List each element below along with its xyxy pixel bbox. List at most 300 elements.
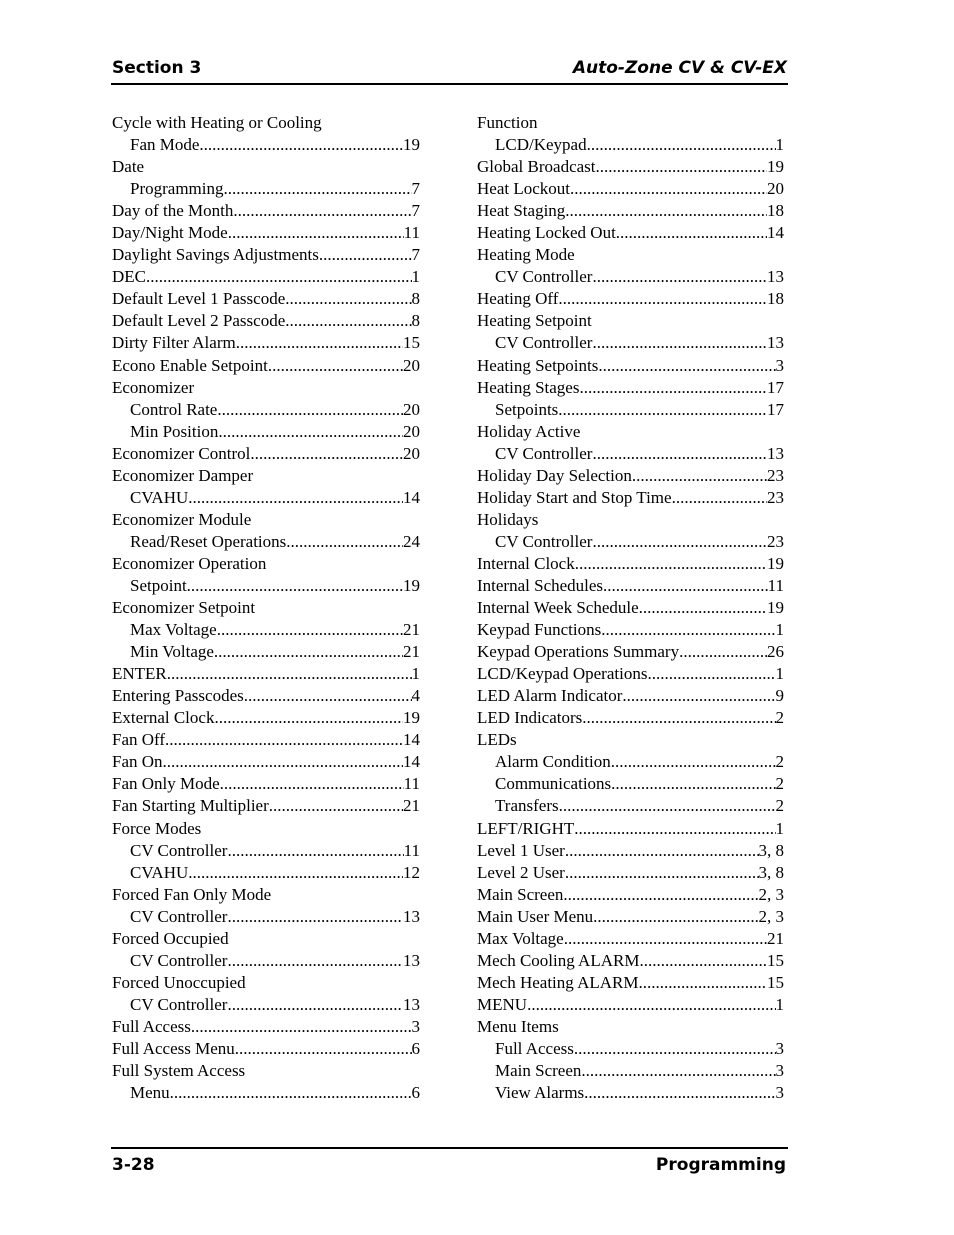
index-entry bbox=[477, 751, 784, 773]
index-term: Level 1 User bbox=[477, 840, 565, 860]
dot-leader bbox=[611, 773, 775, 795]
index-entry bbox=[112, 244, 420, 266]
dot-leader bbox=[228, 222, 404, 244]
index-page-ref: 1 bbox=[411, 664, 420, 684]
index-entry bbox=[477, 553, 784, 575]
index-page-ref: 6 bbox=[411, 1083, 420, 1103]
index-entry bbox=[112, 884, 420, 906]
index-term: Menu bbox=[130, 1083, 170, 1103]
index-term: Internal Schedules bbox=[477, 575, 604, 595]
index-entry bbox=[112, 332, 420, 354]
index-page-ref: 14 bbox=[403, 487, 420, 507]
index-term: LED Indicators bbox=[477, 708, 583, 728]
index-entry bbox=[112, 421, 420, 443]
index-term: Default Level 2 Passcode bbox=[112, 311, 286, 331]
dot-leader bbox=[639, 597, 767, 619]
index-entry bbox=[112, 553, 420, 575]
index-page-ref: 3 bbox=[775, 1038, 784, 1058]
index-term: Heating Stages bbox=[477, 377, 580, 397]
index-entry bbox=[112, 641, 420, 663]
index-term: CV Controller bbox=[130, 840, 228, 860]
index-entry bbox=[477, 310, 784, 332]
index-entry bbox=[112, 531, 420, 553]
index-entry bbox=[112, 222, 420, 244]
index-entry bbox=[477, 928, 784, 950]
index-term: LED Alarm Indicator bbox=[477, 686, 623, 706]
index-page-ref: 3 bbox=[411, 1016, 420, 1036]
dot-leader bbox=[596, 156, 768, 178]
index-term: Full Access bbox=[112, 1016, 191, 1036]
index-term: Min Voltage bbox=[130, 642, 214, 662]
index-entry bbox=[112, 288, 420, 310]
index-term: Max Voltage bbox=[477, 928, 564, 948]
index-term: Entering Passcodes bbox=[112, 686, 244, 706]
index-entry bbox=[477, 862, 784, 884]
index-term: Full System Access bbox=[112, 1061, 246, 1081]
index-page-ref: 1 bbox=[411, 267, 420, 287]
index-entry bbox=[477, 465, 784, 487]
index-term: Fan Only Mode bbox=[112, 774, 220, 794]
dot-leader bbox=[558, 288, 767, 310]
index-entry bbox=[477, 597, 784, 619]
dot-leader bbox=[638, 972, 767, 994]
index-term: Level 2 User bbox=[477, 862, 565, 882]
index-term: Forced Fan Only Mode bbox=[112, 884, 272, 904]
index-page-ref: 13 bbox=[403, 994, 420, 1014]
index-page-ref: 19 bbox=[403, 708, 420, 728]
index-page-ref: 9 bbox=[775, 686, 784, 706]
dot-leader bbox=[224, 178, 412, 200]
index-term: DEC bbox=[112, 267, 146, 287]
index-page-ref: 24 bbox=[403, 531, 420, 551]
dot-leader bbox=[250, 443, 403, 465]
dot-leader bbox=[647, 663, 775, 685]
index-page-ref: 15 bbox=[403, 333, 420, 353]
index-term: Main Screen bbox=[495, 1061, 582, 1081]
dot-leader bbox=[565, 200, 767, 222]
index-entry bbox=[477, 112, 784, 134]
index-term: Economizer Setpoint bbox=[112, 598, 256, 618]
index-entry bbox=[477, 972, 784, 994]
index-page-ref: 17 bbox=[767, 377, 784, 397]
index-term: Menu Items bbox=[477, 1016, 559, 1036]
index-page-ref: 7 bbox=[411, 245, 420, 265]
index-page-ref: 3, 8 bbox=[758, 840, 784, 860]
index-term: Heating Off bbox=[477, 289, 559, 309]
index-term: MENU bbox=[477, 994, 528, 1014]
index-entry bbox=[477, 685, 784, 707]
index-page-ref: 20 bbox=[403, 399, 420, 419]
index-term: Internal Week Schedule bbox=[477, 598, 639, 618]
index-page-ref: 3, 8 bbox=[758, 862, 784, 882]
index-term: Min Position bbox=[130, 421, 219, 441]
index-term: CVAHU bbox=[130, 487, 189, 507]
index-term: Econo Enable Setpoint bbox=[112, 355, 268, 375]
header-rule bbox=[111, 83, 788, 85]
dot-leader bbox=[593, 906, 758, 928]
index-term: Economizer Control bbox=[112, 443, 251, 463]
index-page-ref: 19 bbox=[767, 157, 784, 177]
dot-leader bbox=[584, 1082, 775, 1104]
dot-leader bbox=[574, 1038, 776, 1060]
index-entry bbox=[112, 707, 420, 729]
index-entry bbox=[477, 729, 784, 751]
index-page-ref: 12 bbox=[403, 862, 420, 882]
index-entry bbox=[477, 906, 784, 928]
index-entry bbox=[112, 200, 420, 222]
index-entry bbox=[112, 597, 420, 619]
index-entry bbox=[112, 509, 420, 531]
index-term: Fan Starting Multiplier bbox=[112, 796, 269, 816]
index-page-ref: 2 bbox=[775, 774, 784, 794]
index-page-ref: 2 bbox=[775, 752, 784, 772]
index-entry bbox=[112, 355, 420, 377]
index-entry bbox=[112, 751, 420, 773]
index-term: Heating Mode bbox=[477, 245, 575, 265]
dot-leader bbox=[199, 134, 403, 156]
dot-leader bbox=[285, 288, 411, 310]
index-entry bbox=[477, 156, 784, 178]
index-term: Day of the Month bbox=[112, 201, 234, 221]
index-page-ref: 8 bbox=[411, 289, 420, 309]
index-entry bbox=[477, 355, 784, 377]
index-term: Fan Mode bbox=[130, 135, 200, 155]
index-term: Forced Occupied bbox=[112, 928, 229, 948]
index-term: CV Controller bbox=[130, 950, 228, 970]
index-page-ref: 26 bbox=[767, 642, 784, 662]
index-entry bbox=[112, 906, 420, 928]
index-entry bbox=[112, 972, 420, 994]
index-page-ref: 20 bbox=[403, 421, 420, 441]
dot-leader bbox=[244, 685, 412, 707]
index-entry bbox=[477, 1016, 784, 1038]
dot-leader bbox=[622, 685, 775, 707]
index-entry bbox=[477, 818, 784, 840]
index-page-ref: 23 bbox=[767, 465, 784, 485]
index-entry bbox=[477, 332, 784, 354]
index-page-ref: 18 bbox=[767, 289, 784, 309]
index-term: Keypad Functions bbox=[477, 620, 602, 640]
dot-leader bbox=[227, 994, 403, 1016]
dot-leader bbox=[587, 134, 776, 156]
index-page-ref: 6 bbox=[411, 1038, 420, 1058]
index-entry bbox=[477, 1060, 784, 1082]
dot-leader bbox=[286, 531, 403, 553]
dot-leader bbox=[559, 795, 776, 817]
index-page-ref: 8 bbox=[411, 311, 420, 331]
index-page-ref: 20 bbox=[767, 179, 784, 199]
index-entry bbox=[477, 509, 784, 531]
index-term: Heating Setpoint bbox=[477, 311, 592, 331]
index-page-ref: 1 bbox=[775, 818, 784, 838]
index-column-left bbox=[112, 112, 420, 1104]
index-page-ref: 3 bbox=[775, 355, 784, 375]
index-entry bbox=[477, 531, 784, 553]
index-term: External Clock bbox=[112, 708, 215, 728]
index-entry bbox=[112, 685, 420, 707]
section-label: Section 3 bbox=[112, 58, 202, 78]
index-entry bbox=[477, 795, 784, 817]
index-entry bbox=[112, 840, 420, 862]
index-term: Full Access Menu bbox=[112, 1038, 235, 1058]
dot-leader bbox=[167, 663, 412, 685]
index-entry bbox=[112, 178, 420, 200]
index-entry bbox=[112, 729, 420, 751]
dot-leader bbox=[565, 840, 759, 862]
index-entry bbox=[112, 575, 420, 597]
page-number: 3-28 bbox=[112, 1155, 155, 1175]
dot-leader bbox=[575, 553, 767, 575]
page-footer bbox=[111, 1155, 787, 1177]
dot-leader bbox=[558, 399, 767, 421]
index-entry bbox=[477, 1082, 784, 1104]
index-term: View Alarms bbox=[495, 1083, 585, 1103]
index-term: Mech Heating ALARM bbox=[477, 972, 639, 992]
dot-leader bbox=[165, 729, 403, 751]
index-entry bbox=[477, 884, 784, 906]
dot-leader bbox=[227, 950, 403, 972]
index-term: ENTER bbox=[112, 664, 167, 684]
dot-leader bbox=[233, 200, 411, 222]
index-entry bbox=[112, 266, 420, 288]
index-term: Setpoint bbox=[130, 575, 187, 595]
index-term: Function bbox=[477, 113, 538, 132]
index-term: CVAHU bbox=[130, 862, 189, 882]
index-term: Main Screen bbox=[477, 884, 564, 904]
index-page-ref: 21 bbox=[403, 642, 420, 662]
index-page-ref: 13 bbox=[403, 906, 420, 926]
index-entry bbox=[112, 1060, 420, 1082]
index-term: Fan On bbox=[112, 752, 163, 772]
index-entry bbox=[477, 134, 784, 156]
index-term: Economizer Damper bbox=[112, 465, 254, 485]
dot-leader bbox=[632, 465, 767, 487]
index-term: Heating Setpoints bbox=[477, 355, 599, 375]
index-term: Fan Off bbox=[112, 730, 166, 750]
index-term: Setpoints bbox=[495, 399, 559, 419]
dot-leader bbox=[187, 575, 403, 597]
index-page-ref: 1 bbox=[775, 135, 784, 155]
index-page-ref: 11 bbox=[403, 223, 420, 243]
document-title: Auto-Zone CV & CV-EX bbox=[572, 58, 787, 78]
index-entry bbox=[112, 862, 420, 884]
index-entry bbox=[477, 222, 784, 244]
index-page-ref: 1 bbox=[775, 664, 784, 684]
index-term: Keypad Operations Summary bbox=[477, 642, 680, 662]
index-entry bbox=[477, 950, 784, 972]
index-entry bbox=[477, 840, 784, 862]
index-page-ref: 2, 3 bbox=[758, 884, 784, 904]
index-page-ref: 7 bbox=[411, 179, 420, 199]
dot-leader bbox=[170, 1082, 412, 1104]
index-term: Dirty Filter Alarm bbox=[112, 333, 236, 353]
dot-leader bbox=[235, 1038, 412, 1060]
index-page-ref: 23 bbox=[767, 487, 784, 507]
index-term: Alarm Condition bbox=[495, 752, 611, 772]
index-page-ref: 21 bbox=[767, 928, 784, 948]
index-term: Main User Menu bbox=[477, 906, 594, 926]
index-entry bbox=[477, 641, 784, 663]
index-term: Day/Night Mode bbox=[112, 223, 228, 243]
index-term: Heat Staging bbox=[477, 201, 566, 221]
dot-leader bbox=[639, 950, 767, 972]
index-page-ref: 21 bbox=[403, 796, 420, 816]
index-page-ref: 23 bbox=[767, 531, 784, 551]
dot-leader bbox=[146, 266, 412, 288]
index-entry bbox=[477, 288, 784, 310]
index-entry bbox=[477, 619, 784, 641]
index-term: CV Controller bbox=[495, 531, 593, 551]
index-entry bbox=[112, 1016, 420, 1038]
page-header bbox=[111, 58, 787, 80]
index-entry bbox=[112, 310, 420, 332]
index-term: LEDs bbox=[477, 730, 517, 750]
index-page-ref: 21 bbox=[403, 620, 420, 640]
dot-leader bbox=[672, 487, 767, 509]
index-term: LCD/Keypad bbox=[495, 135, 587, 155]
index-page-ref: 13 bbox=[767, 443, 784, 463]
index-entry bbox=[477, 773, 784, 795]
index-page-ref: 1 bbox=[775, 994, 784, 1014]
dot-leader bbox=[319, 244, 412, 266]
index-page-ref: 19 bbox=[403, 575, 420, 595]
index-page-ref: 3 bbox=[775, 1083, 784, 1103]
index-page-ref: 15 bbox=[767, 972, 784, 992]
index-term: CV Controller bbox=[495, 333, 593, 353]
dot-leader bbox=[603, 575, 768, 597]
index-entry bbox=[477, 200, 784, 222]
dot-leader bbox=[581, 1060, 775, 1082]
dot-leader bbox=[616, 222, 767, 244]
index-entry bbox=[112, 994, 420, 1016]
index-term: Force Modes bbox=[112, 818, 202, 838]
index-page-ref: 14 bbox=[403, 752, 420, 772]
index-entry bbox=[477, 244, 784, 266]
dot-leader bbox=[214, 641, 403, 663]
dot-leader bbox=[574, 818, 775, 840]
index-term: Holidays bbox=[477, 509, 539, 529]
dot-leader bbox=[564, 928, 767, 950]
index-term: Read/Reset Operations bbox=[130, 531, 287, 551]
dot-leader bbox=[191, 1016, 412, 1038]
index-page-ref: 11 bbox=[403, 774, 420, 794]
index-entry bbox=[477, 1038, 784, 1060]
dot-leader bbox=[227, 906, 403, 928]
index-page-ref: 14 bbox=[403, 730, 420, 750]
index-term: CV Controller bbox=[130, 994, 228, 1014]
index-term: Communications bbox=[495, 774, 612, 794]
index-entry bbox=[112, 928, 420, 950]
chapter-label: Programming bbox=[655, 1155, 786, 1175]
index-page-ref: 19 bbox=[767, 598, 784, 618]
index-term: CV Controller bbox=[130, 906, 228, 926]
index-entry bbox=[112, 112, 420, 134]
index-page-ref: 19 bbox=[403, 135, 420, 155]
index-page-ref: 18 bbox=[767, 201, 784, 221]
dot-leader bbox=[217, 619, 403, 641]
dot-leader bbox=[601, 619, 775, 641]
index-term: Cycle with Heating or Cooling bbox=[112, 113, 322, 132]
dot-leader bbox=[188, 862, 403, 884]
dot-leader bbox=[598, 355, 775, 377]
dot-leader bbox=[592, 266, 767, 288]
dot-leader bbox=[285, 310, 411, 332]
index-page-ref: 13 bbox=[403, 950, 420, 970]
index-entry bbox=[112, 377, 420, 399]
dot-leader bbox=[611, 751, 776, 773]
index-page-ref: 20 bbox=[403, 443, 420, 463]
index-entry bbox=[112, 1082, 420, 1104]
index-entry bbox=[112, 795, 420, 817]
index-term: CV Controller bbox=[495, 267, 593, 287]
index-entry bbox=[112, 1038, 420, 1060]
index-term: Daylight Savings Adjustments bbox=[112, 245, 319, 265]
index-entry bbox=[112, 399, 420, 421]
index-entry bbox=[477, 663, 784, 685]
index-page-ref: 15 bbox=[767, 950, 784, 970]
index-entry bbox=[112, 465, 420, 487]
dot-leader bbox=[269, 795, 403, 817]
dot-leader bbox=[218, 421, 403, 443]
dot-leader bbox=[236, 332, 403, 354]
index-entry bbox=[477, 178, 784, 200]
index-entry bbox=[477, 377, 784, 399]
index-page-ref: 2 bbox=[775, 796, 784, 816]
index-term: Internal Clock bbox=[477, 553, 575, 573]
index-term: Forced Unoccupied bbox=[112, 972, 246, 992]
index-term: Heat Lockout bbox=[477, 179, 570, 199]
index-term: Holiday Start and Stop Time bbox=[477, 487, 672, 507]
dot-leader bbox=[570, 178, 767, 200]
index-term: Programming bbox=[130, 179, 224, 199]
index-entry bbox=[477, 707, 784, 729]
index-term: Mech Cooling ALARM bbox=[477, 950, 640, 970]
index-entry bbox=[112, 663, 420, 685]
index-term: Holiday Day Selection bbox=[477, 465, 632, 485]
dot-leader bbox=[527, 994, 775, 1016]
dot-leader bbox=[579, 377, 767, 399]
index-term: Economizer bbox=[112, 377, 195, 397]
dot-leader bbox=[268, 355, 403, 377]
index-term: Full Access bbox=[495, 1038, 574, 1058]
index-page-ref: 13 bbox=[767, 267, 784, 287]
index-entry bbox=[112, 619, 420, 641]
index-entry bbox=[477, 421, 784, 443]
index-entry bbox=[112, 773, 420, 795]
dot-leader bbox=[565, 862, 759, 884]
index-entry bbox=[112, 156, 420, 178]
index-term: CV Controller bbox=[495, 443, 593, 463]
index-entry bbox=[112, 950, 420, 972]
dot-leader bbox=[592, 531, 767, 553]
index-page-ref: 20 bbox=[403, 355, 420, 375]
index-page-ref: 4 bbox=[411, 686, 420, 706]
dot-leader bbox=[220, 773, 404, 795]
index-page-ref: 19 bbox=[767, 553, 784, 573]
index-term: Economizer Operation bbox=[112, 553, 267, 573]
index-entry bbox=[477, 575, 784, 597]
dot-leader bbox=[214, 707, 403, 729]
index-entry bbox=[477, 994, 784, 1016]
index-page-ref: 14 bbox=[767, 223, 784, 243]
index-term: Holiday Active bbox=[477, 421, 581, 441]
index-entry bbox=[477, 443, 784, 465]
index-entry bbox=[477, 266, 784, 288]
index-page-ref: 11 bbox=[767, 575, 784, 595]
index-term: LCD/Keypad Operations bbox=[477, 664, 648, 684]
dot-leader bbox=[563, 884, 758, 906]
index-term: Global Broadcast bbox=[477, 157, 596, 177]
